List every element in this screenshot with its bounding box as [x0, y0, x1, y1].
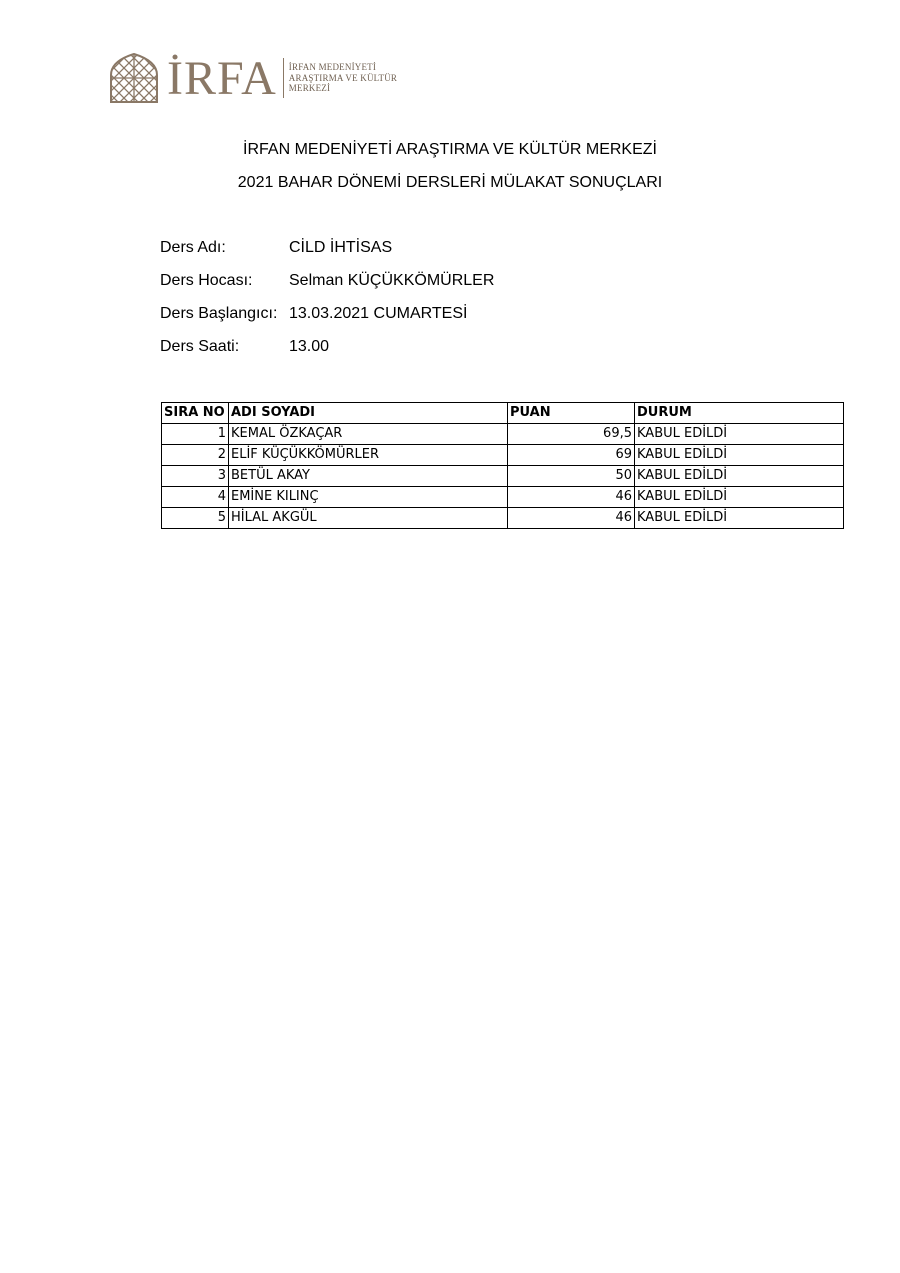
- logo: [109, 52, 397, 104]
- cell-rank: 5: [162, 508, 229, 529]
- document-subtitle: 2021 BAHAR DÖNEMİ DERSLERİ MÜLAKAT SONUÇLARI: [237, 174, 663, 191]
- cell-rank: 2: [162, 445, 229, 466]
- info-row-teacher: [160, 272, 494, 290]
- column-header-rank: SIRA NO: [162, 403, 229, 424]
- info-label: Ders Adı:: [160, 239, 226, 256]
- column-header-name: ADI SOYADI: [229, 403, 508, 424]
- cell-status: KABUL EDİLDİ: [635, 445, 844, 466]
- logo-wordmark: İRFA: [167, 52, 277, 105]
- info-row-course: [160, 239, 392, 257]
- document-title: İRFAN MEDENİYETİ ARAŞTIRMA VE KÜLTÜR MERKEZİ: [243, 141, 657, 158]
- logo-subtitle-line: ARAŞTIRMA VE KÜLTÜR: [288, 72, 398, 83]
- logo-subtitle: [289, 62, 397, 94]
- cell-status: KABUL EDİLDİ: [635, 487, 844, 508]
- cell-name: HİLAL AKGÜL: [229, 508, 508, 529]
- cell-name: ELİF KÜÇÜKKÖMÜRLER: [229, 445, 508, 466]
- cell-name: KEMAL ÖZKAÇAR: [229, 424, 508, 445]
- table-row: [162, 424, 844, 445]
- cell-score: 50: [508, 466, 635, 487]
- table-row: [162, 487, 844, 508]
- info-value: 13.00: [289, 338, 330, 355]
- info-row-time: [160, 338, 329, 356]
- cell-score: 46: [508, 487, 635, 508]
- cell-score: 46: [508, 508, 635, 529]
- info-value: CİLD İHTİSAS: [289, 239, 393, 256]
- cell-rank: 1: [162, 424, 229, 445]
- results-table: [161, 402, 844, 529]
- table-header-row: [162, 403, 844, 424]
- info-value: 13.03.2021 CUMARTESİ: [289, 305, 468, 322]
- cell-rank: 3: [162, 466, 229, 487]
- cell-status: KABUL EDİLDİ: [635, 466, 844, 487]
- info-label: Ders Hocası:: [160, 272, 253, 289]
- cell-score: 69,5: [508, 424, 635, 445]
- logo-divider: [283, 58, 284, 98]
- info-label: Ders Saati:: [160, 338, 240, 355]
- cell-name: BETÜL AKAY: [229, 466, 508, 487]
- column-header-score: PUAN: [508, 403, 635, 424]
- logo-subtitle-line: İRFAN MEDENİYETİ: [288, 62, 377, 73]
- info-value: Selman KÜÇÜKKÖMÜRLER: [289, 272, 495, 289]
- column-header-status: DURUM: [635, 403, 844, 424]
- cell-score: 69: [508, 445, 635, 466]
- logo-subtitle-line: MERKEZİ: [288, 83, 331, 94]
- cell-status: KABUL EDİLDİ: [635, 424, 844, 445]
- cell-rank: 4: [162, 487, 229, 508]
- info-row-start-date: [160, 305, 467, 323]
- table-row: [162, 466, 844, 487]
- table-row: [162, 508, 844, 529]
- arch-pattern-icon: [109, 53, 159, 103]
- table-row: [162, 445, 844, 466]
- info-label: Ders Başlangıcı:: [160, 305, 278, 322]
- cell-status: KABUL EDİLDİ: [635, 508, 844, 529]
- cell-name: EMİNE KILINÇ: [229, 487, 508, 508]
